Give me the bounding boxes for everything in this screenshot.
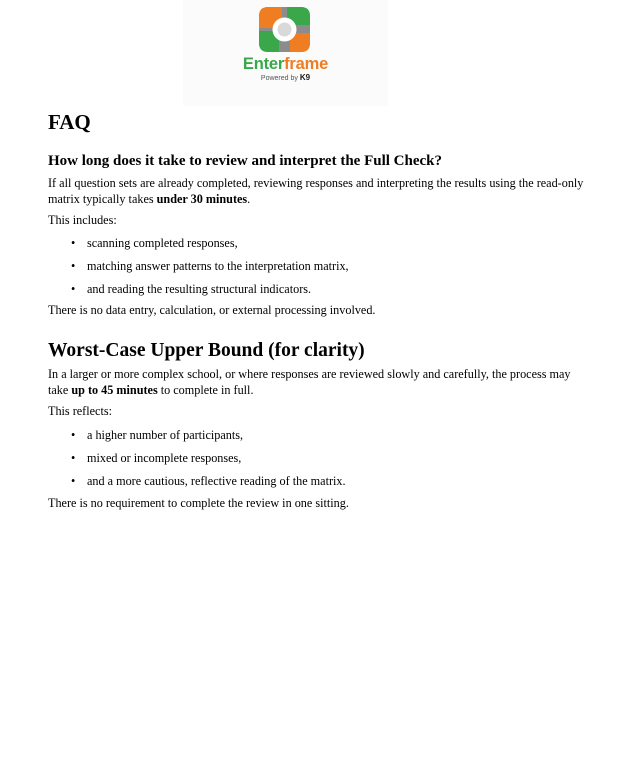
faq-answer [48,176,588,207]
worst-case-text [48,367,588,398]
faq-closing: There is no data entry, calculation, or external processing involved. [48,302,376,317]
faq-answer-text: If all question sets are already completed, reviewing responses and interpreting the results using the read-only matrix typically takes [48,176,584,206]
powered-by-label: Powered by [260,75,298,82]
logo-wordmark [183,54,388,74]
enterframe-logo [183,0,388,106]
worst-case-reflects-label: This reflects: [48,404,112,418]
worst-case-reflects-list [48,428,588,489]
logo-powered-by [183,73,388,83]
list-item: • matching answer patterns to the interpretation matrix, [48,259,588,274]
list-item: • mixed or incomplete responses, [48,451,588,466]
faq-answer-emphasis: under 30 minutes [156,191,248,206]
faq-includes-list [48,236,588,297]
faq-question: How long does it take to review and interpret the Full Check? [48,153,443,169]
powered-by-brand: K9 [299,73,311,82]
enterframe-logo-mark-icon [259,7,310,52]
logo-word-frame: frame [284,55,329,73]
worst-case-title: Worst-Case Upper Bound (for clarity) [48,340,365,361]
faq-answer-end: . [247,191,251,206]
worst-case-text-end: to complete in full. [157,382,254,397]
worst-case-text-start: In a larger or more complex school, or where responses are reviewed slowly and carefully, the process may take [48,367,571,397]
list-item: • scanning completed responses, [48,236,588,251]
list-item: • and a more cautious, reflective reading of the matrix. [48,474,588,489]
worst-case-closing: There is no requirement to complete the review in one sitting. [48,495,349,510]
faq-content [48,110,588,511]
worst-case-emphasis: up to 45 minutes [71,382,158,397]
faq-title: FAQ [48,110,91,134]
faq-includes-label: This includes: [48,213,117,227]
logo-word-enter: Enter [242,55,285,73]
list-item: • a higher number of participants, [48,428,588,443]
list-item: • and reading the resulting structural indicators. [48,282,588,297]
